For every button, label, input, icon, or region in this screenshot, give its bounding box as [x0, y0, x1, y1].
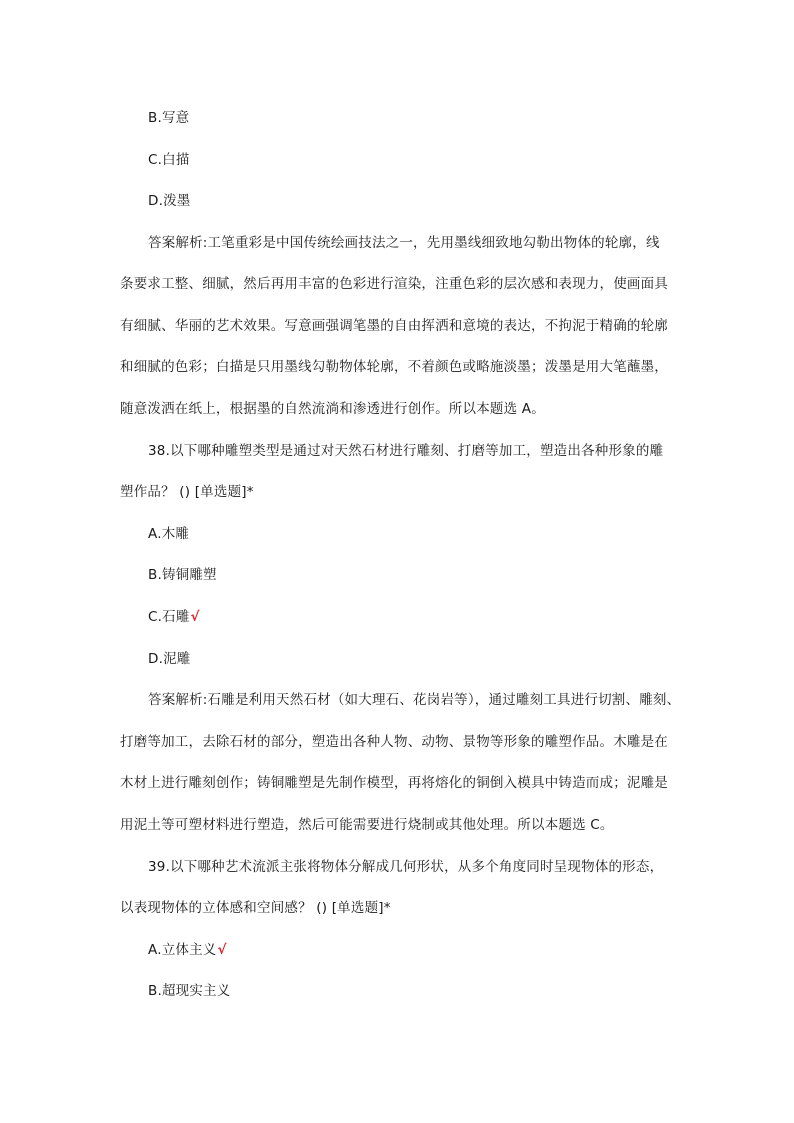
q38-analysis-line: 木材上进行雕刻创作；铸铜雕塑是先制作模型，再将熔化的铜倒入模具中铸造而成；泥雕是 — [120, 775, 668, 791]
q37-option-c: C.白描 — [148, 152, 190, 168]
correct-check-icon: √ — [190, 609, 200, 625]
q37-analysis-line: 条要求工整、细腻，然后再用丰富的色彩进行渲染，注重色彩的层次感和表现力，使画面具 — [120, 276, 668, 292]
q37-option-d: D.泼墨 — [148, 193, 191, 209]
q37-analysis-line: 答案解析:工笔重彩是中国传统绘画技法之一，先用墨线细致地勾勒出物体的轮廓，线 — [148, 235, 660, 251]
q38-analysis-line: 打磨等加工，去除石材的部分，塑造出各种人物、动物、景物等形象的雕塑作品。木雕是在 — [120, 734, 668, 750]
q37-analysis-line: 随意泼洒在纸上，根据墨的自然流淌和渗透进行创作。所以本题选 A。 — [120, 401, 545, 417]
q38-option-a: A.木雕 — [148, 526, 190, 542]
q39-option-b: B.超现实主义 — [148, 983, 231, 999]
q38-analysis-line: 答案解析:石雕是利用天然石材（如大理石、花岗岩等），通过雕刻工具进行切割、雕刻、 — [148, 692, 681, 708]
q38-option-c — [148, 607, 200, 627]
q39-option-a-label: A.立体主义 — [148, 942, 217, 958]
q39-option-a — [148, 940, 227, 960]
q38-question-line: 塑作品？ () [单选题]* — [120, 484, 254, 500]
q38-question-line: 38.以下哪种雕塑类型是通过对天然石材进行雕刻、打磨等加工，塑造出各种形象的雕 — [148, 443, 664, 459]
q37-analysis-line: 有细腻、华丽的艺术效果。写意画强调笔墨的自由挥洒和意境的表达，不拘泥于精确的轮廓 — [120, 318, 668, 334]
q38-option-d: D.泥雕 — [148, 651, 191, 667]
q39-question-line: 以表现物体的立体感和空间感？ () [单选题]* — [120, 900, 391, 916]
correct-check-icon: √ — [217, 942, 227, 958]
q39-question-line: 39.以下哪种艺术流派主张将物体分解成几何形状，从多个角度同时呈现物体的形态， — [148, 859, 664, 875]
q38-analysis-line: 用泥土等可塑材料进行塑造，然后可能需要进行烧制或其他处理。所以本题选 C。 — [120, 817, 614, 833]
q37-analysis-line: 和细腻的色彩；白描是只用墨线勾勒物体轮廓，不着颜色或略施淡墨；泼墨是用大笔蘸墨， — [120, 359, 668, 375]
q38-option-c-label: C.石雕 — [148, 609, 190, 625]
q38-option-b: B.铸铜雕塑 — [148, 567, 217, 583]
q37-option-b: B.写意 — [148, 110, 190, 126]
